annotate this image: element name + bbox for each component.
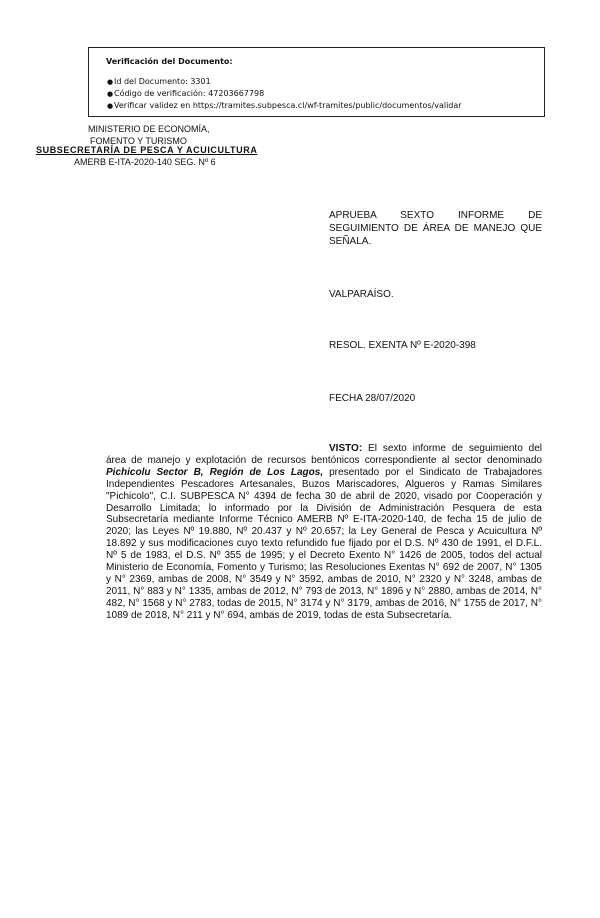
bullet-icon: ●: [107, 90, 114, 98]
visto-paragraph: VISTO: El sexto informe de seguimiento del área de manejo y explotación de recursos bentónicos correspondiente al sector denominado Pichicolu Sector B, Región de Los Lagos, presentado por el Sindicato de Trabajadores Independientes Pescadores Artesanales, Buzos Mariscadores, Algueros y Ramas Similares "Pichicolo", C.I. SUBPESCA N° 4394 de fecha 30 de abril de 2020, visado por Cooperación y Desarrollo Limitada; lo informado por la División de Administración Pesquera de esta Subsecretaría mediante Informe Técnico AMERB Nº E-ITA-2020-140, de fecha 15 de julio de 2020; las Leyes Nº 19.880, Nº 20.437 y Nº 20.657; la Ley General de Pesca y Acuicultura Nº 18.892 y sus modificaciones cuyo texto refundido fue fijado por el D.S. Nº 430 de 1991, el D.F.L. Nº 5 de 1983, el D.S. Nº 355 de 1995; y el Decreto Exento N° 1426 de 2005, todos del actual Ministerio de Economía, Fomento y Turismo; las Resoluciones Exentas N° 692 de 2007, N° 1305 y N° 2369, ambas de 2008, N° 3549 y N° 3592, ambas de 2010, N° 2320 y N° 3248, ambas de 2011, N° 883 y N° 1335, ambas de 2012, N° 793 de 2013, N° 1896 y N° 2880, ambas de 2014, N° 482, N° 1568 y N° 2783, todas de 2015, N° 3174 y N° 3179, ambas de 2016, N° 1755 de 2017, N° 1089 de 2018, N° 211 y N° 694, ambas de 2019, todas de esta Subsecretaría.: [106, 443, 543, 621]
resolution-place: VALPARAÍSO.: [329, 289, 394, 300]
resolution-subject: APRUEBA SEXTO INFORME DE SEGUIMIENTO DE ÁREA DE MANEJO QUE SEÑALA.: [329, 210, 542, 247]
bullet-icon: ●: [107, 78, 114, 86]
visto-keyword: VISTO:: [329, 443, 363, 454]
verification-list: [107, 76, 462, 112]
validation-link[interactable]: Verificar validez en https://tramites.subpesca.cl/wf-tramites/public/documentos/validar: [114, 101, 462, 110]
subsecretaria-name: SUBSECRETARÍA DE PESCA Y ACUICULTURA: [36, 145, 258, 155]
list-item: ●Código de verificación: 47203667798: [107, 89, 265, 98]
ministry-name: MINISTERIO DE ECONOMÍA, FOMENTO Y TURISMO: [88, 124, 210, 146]
resolution-date: FECHA 28/07/2020: [329, 393, 416, 404]
verification-title: Verificación del Documento:: [106, 57, 233, 66]
bullet-icon: ●: [107, 102, 114, 110]
verification-box: [88, 47, 545, 117]
document-reference: AMERB E-ITA-2020-140 SEG. Nº 6: [74, 157, 216, 167]
sector-name: Pichicolu Sector B, Región de Los Lagos,: [106, 466, 324, 478]
list-item[interactable]: [107, 100, 462, 112]
resolution-number: RESOL. EXENTA Nº E-2020-398: [329, 340, 476, 351]
list-item: ●Id del Documento: 3301: [107, 77, 211, 86]
